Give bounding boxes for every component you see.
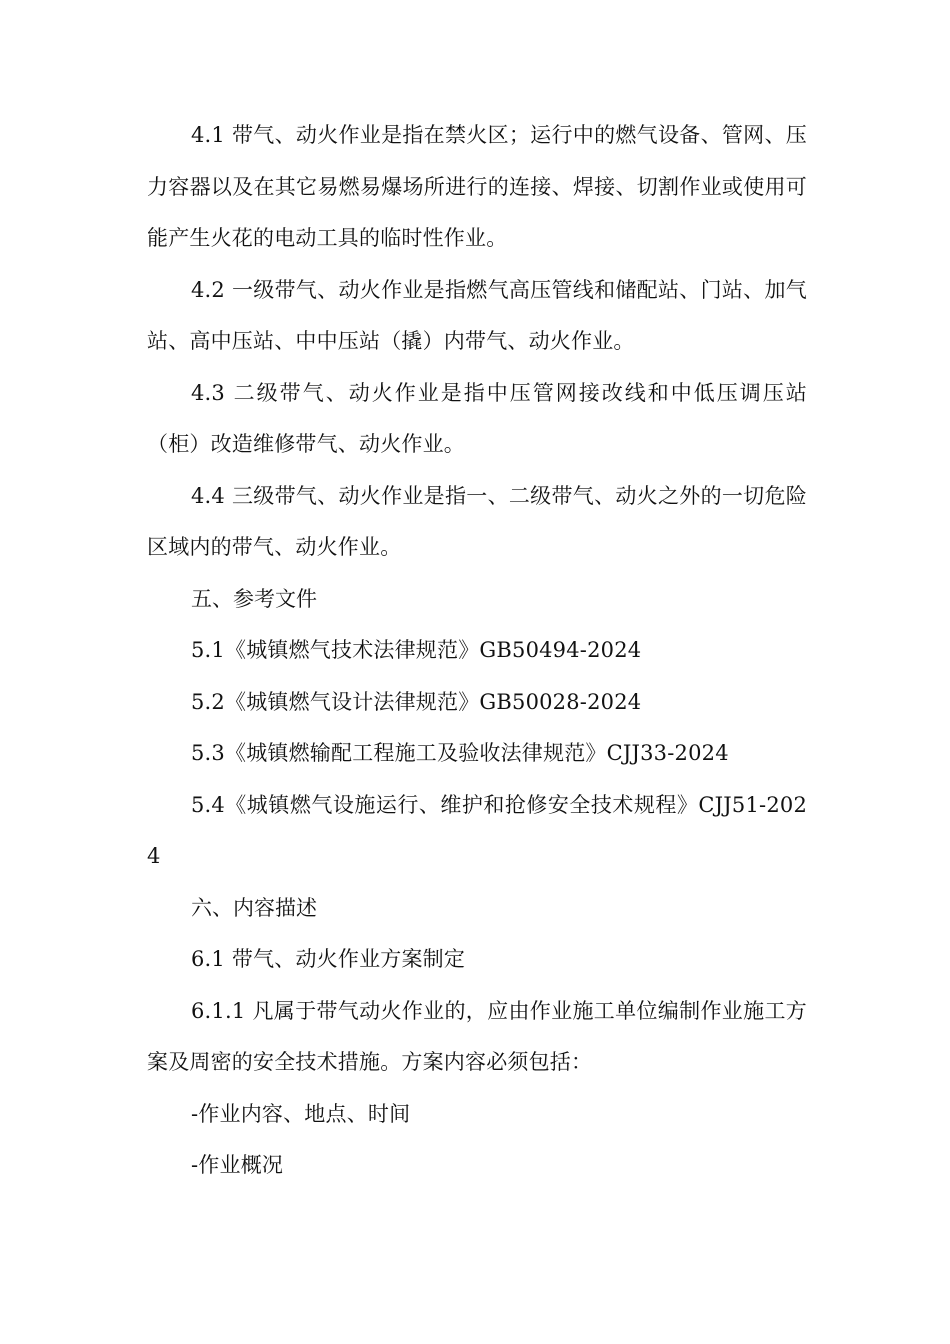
list-item-work-overview: -作业概况 — [191, 1153, 284, 1177]
paragraph-4-4: 4.4 三级带气、动火作业是指一、二级带气、动火之外的一切危险区域内的带气、动火作业。 — [147, 483, 807, 559]
paragraph-4-2: 4.2 一级带气、动火作业是指燃气高压管线和储配站、门站、加气站、高中压站、中中压站（撬）内带气、动火作业。 — [147, 277, 807, 353]
reference-5-1: 5.1《城镇燃气技术法律规范》GB50494-2024 — [191, 638, 642, 662]
reference-5-3: 5.3《城镇燃输配工程施工及验收法律规范》CJJ33-2024 — [191, 741, 729, 765]
paragraph-6-1-1: 6.1.1 凡属于带气动火作业的，应由作业施工单位编制作业施工方案及周密的安全技术措施。方案内容必须包括： — [147, 998, 807, 1074]
paragraph-4-3: 4.3 二级带气、动火作业是指中压管网接改线和中低压调压站（柜）改造维修带气、动火作业。 — [147, 380, 807, 456]
subheading-6-1: 6.1 带气、动火作业方案制定 — [191, 947, 466, 971]
list-item-work-content: -作业内容、地点、时间 — [191, 1101, 411, 1126]
reference-5-2: 5.2《城镇燃气设计法律规范》GB50028-2024 — [191, 689, 642, 714]
document-body — [147, 110, 807, 1192]
section-heading-6: 六、内容描述 — [191, 895, 317, 920]
section-heading-5: 五、参考文件 — [191, 586, 317, 611]
reference-5-4: 5.4《城镇燃气设施运行、维护和抢修安全技术规程》CJJ51-2024 — [147, 792, 807, 868]
paragraph-4-1: 4.1 带气、动火作业是指在禁火区；运行中的燃气设备、管网、压力容器以及在其它易燃易爆场所进行的连接、焊接、切割作业或使用可能产生火花的电动工具的临时性作业。 — [147, 123, 807, 250]
